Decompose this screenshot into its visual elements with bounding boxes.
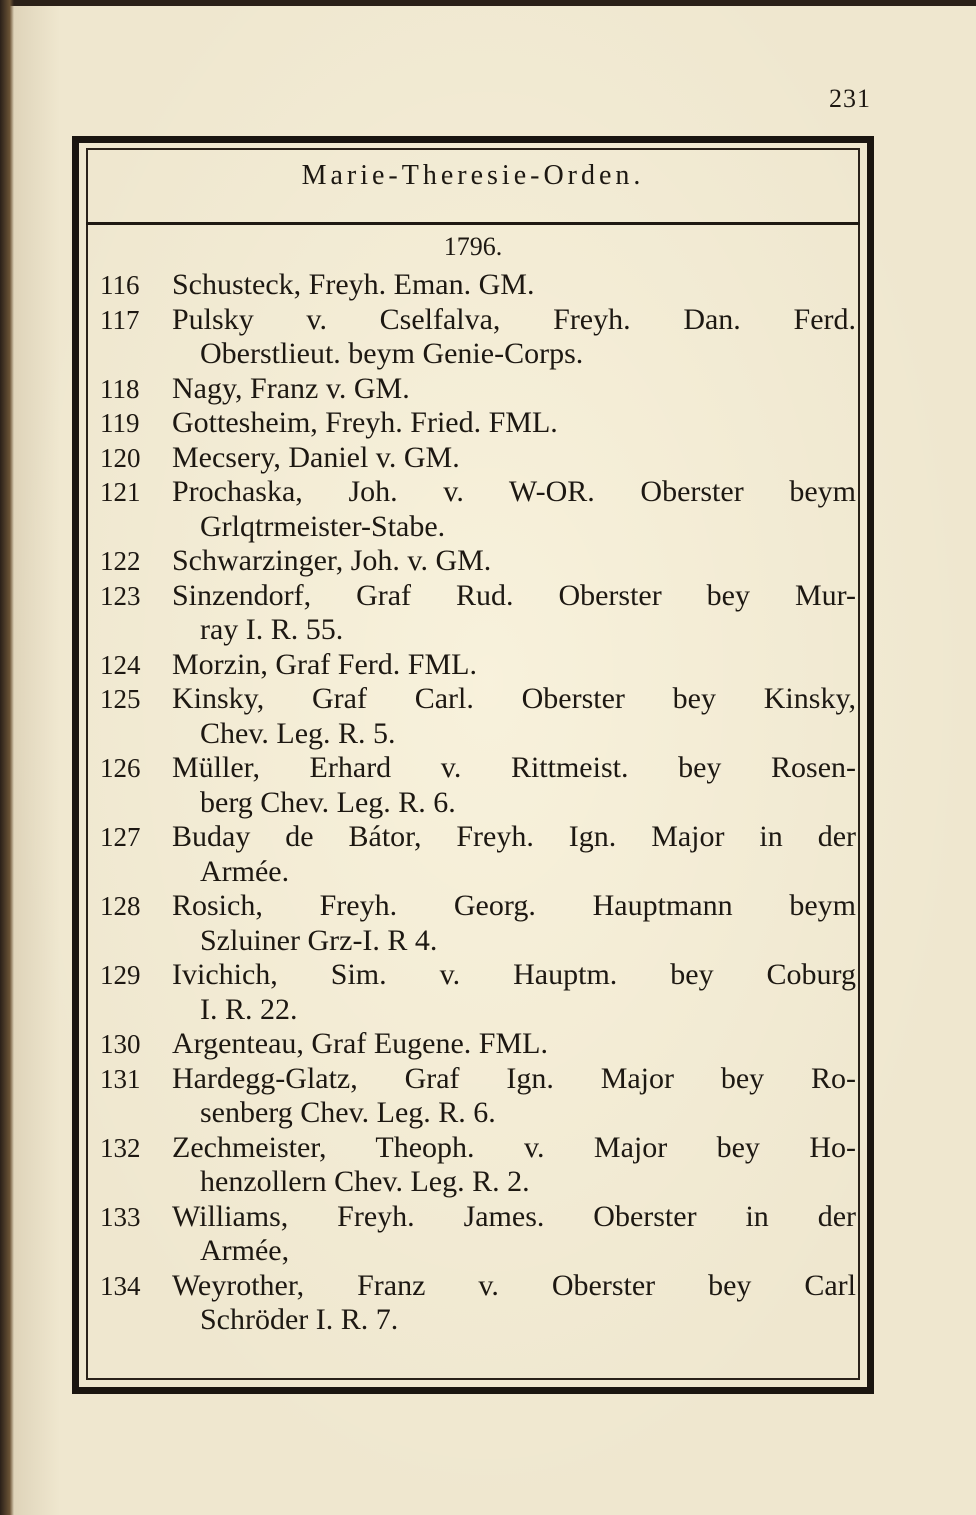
entry-number: 117 bbox=[100, 304, 140, 335]
entry-number: 127 bbox=[100, 822, 141, 852]
entry-number: 124 bbox=[100, 649, 141, 680]
entry-text: Rosich, Freyh. Georg. Hauptmann beym bbox=[172, 889, 856, 922]
entry-number: 129 bbox=[100, 960, 141, 990]
list-item bbox=[100, 1062, 860, 1131]
list-item bbox=[100, 268, 860, 303]
entry-text: Weyrother, Franz v. Oberster bey Carl bbox=[172, 1268, 856, 1302]
entry-text: Ivichich, Sim. v. Hauptm. bey Coburg bbox=[172, 958, 856, 991]
entry-text-continuation: Grlqtrmeister-Stabe. bbox=[200, 509, 446, 543]
entry-list bbox=[100, 268, 860, 1338]
entry-text-continuation: berg Chev. Leg. R. 6. bbox=[200, 785, 456, 819]
entry-text: Schwarzinger, Joh. v. GM. bbox=[172, 544, 492, 577]
list-item bbox=[100, 303, 860, 372]
entry-number: 134 bbox=[100, 1270, 141, 1301]
section-title: Marie-Theresie-Orden. bbox=[301, 160, 645, 191]
list-item bbox=[100, 751, 860, 820]
entry-number: 122 bbox=[100, 546, 141, 576]
entry-text-continuation: Chev. Leg. R. 5. bbox=[200, 716, 396, 750]
entry-text: Buday de Bátor, Freyh. Ign. Major in der bbox=[172, 820, 856, 853]
entry-text-continuation: senberg Chev. Leg. R. 6. bbox=[200, 1096, 496, 1129]
page-binding-edge bbox=[0, 0, 14, 1515]
entry-text: Argenteau, Graf Eugene. FML. bbox=[172, 1027, 548, 1060]
list-item bbox=[100, 1269, 860, 1338]
entry-text: Zechmeister, Theoph. v. Major bey Ho- bbox=[172, 1130, 856, 1164]
entry-number: 116 bbox=[100, 270, 140, 300]
page-number: 231 bbox=[829, 84, 871, 113]
entry-text: Hardegg-Glatz, Graf Ign. Major bey Ro- bbox=[172, 1061, 856, 1095]
list-item bbox=[100, 1200, 860, 1269]
entry-text: Mecsery, Daniel v. GM. bbox=[172, 440, 460, 474]
list-item bbox=[100, 372, 860, 407]
entry-number: 125 bbox=[100, 684, 141, 714]
entry-text: Sinzendorf, Graf Rud. Oberster bey Mur- bbox=[172, 578, 856, 612]
entry-text-continuation: I. R. 22. bbox=[200, 992, 298, 1026]
entry-number: 131 bbox=[100, 1063, 141, 1094]
list-item bbox=[100, 820, 860, 889]
entry-number: 123 bbox=[100, 580, 141, 611]
entry-text: Schusteck, Freyh. Eman. GM. bbox=[172, 268, 535, 301]
entry-text: Gottesheim, Freyh. Fried. FML. bbox=[172, 406, 558, 439]
entry-text-continuation: henzollern Chev. Leg. R. 2. bbox=[200, 1165, 530, 1198]
list-item bbox=[100, 682, 860, 751]
entry-text: Nagy, Franz v. GM. bbox=[172, 371, 410, 405]
page-top-edge bbox=[0, 0, 976, 6]
entry-text: Kinsky, Graf Carl. Oberster bey Kinsky, bbox=[172, 682, 856, 715]
entry-number: 119 bbox=[100, 408, 140, 438]
list-item bbox=[100, 889, 860, 958]
entry-text-continuation: Armée, bbox=[200, 1234, 290, 1267]
list-item bbox=[100, 1027, 860, 1062]
list-item bbox=[100, 544, 860, 579]
entry-text: Müller, Erhard v. Rittmeist. bey Rosen- bbox=[172, 751, 856, 784]
entry-text-continuation: Szluiner Grz-I. R 4. bbox=[200, 923, 438, 957]
entry-number: 121 bbox=[100, 477, 141, 507]
entry-number: 120 bbox=[100, 442, 141, 473]
entry-number: 132 bbox=[100, 1132, 141, 1163]
list-item bbox=[100, 475, 860, 544]
entry-number: 130 bbox=[100, 1029, 141, 1059]
entry-text-continuation: Oberstlieut. beym Genie-Corps. bbox=[200, 337, 584, 370]
entry-text: Williams, Freyh. James. Oberster in der bbox=[172, 1199, 856, 1233]
entry-text: Prochaska, Joh. v. W-OR. Oberster beym bbox=[172, 475, 856, 508]
entry-number: 133 bbox=[100, 1201, 141, 1232]
list-item bbox=[100, 406, 860, 441]
list-item bbox=[100, 1131, 860, 1200]
entry-text-continuation: Schröder I. R. 7. bbox=[200, 1303, 399, 1336]
list-item bbox=[100, 958, 860, 1027]
entry-number: 118 bbox=[100, 373, 140, 404]
list-item bbox=[100, 441, 860, 476]
entry-text: Morzin, Graf Ferd. FML. bbox=[172, 647, 477, 681]
entry-text-continuation: ray I. R. 55. bbox=[200, 613, 344, 646]
entry-number: 128 bbox=[100, 891, 141, 921]
entry-text: Pulsky v. Cselfalva, Freyh. Dan. Ferd. bbox=[172, 302, 856, 336]
year-heading: 1796. bbox=[443, 232, 503, 261]
header-divider bbox=[86, 222, 860, 225]
list-item bbox=[100, 648, 860, 683]
list-item bbox=[100, 579, 860, 648]
entry-text-continuation: Armée. bbox=[200, 854, 290, 888]
entry-number: 126 bbox=[100, 753, 141, 783]
